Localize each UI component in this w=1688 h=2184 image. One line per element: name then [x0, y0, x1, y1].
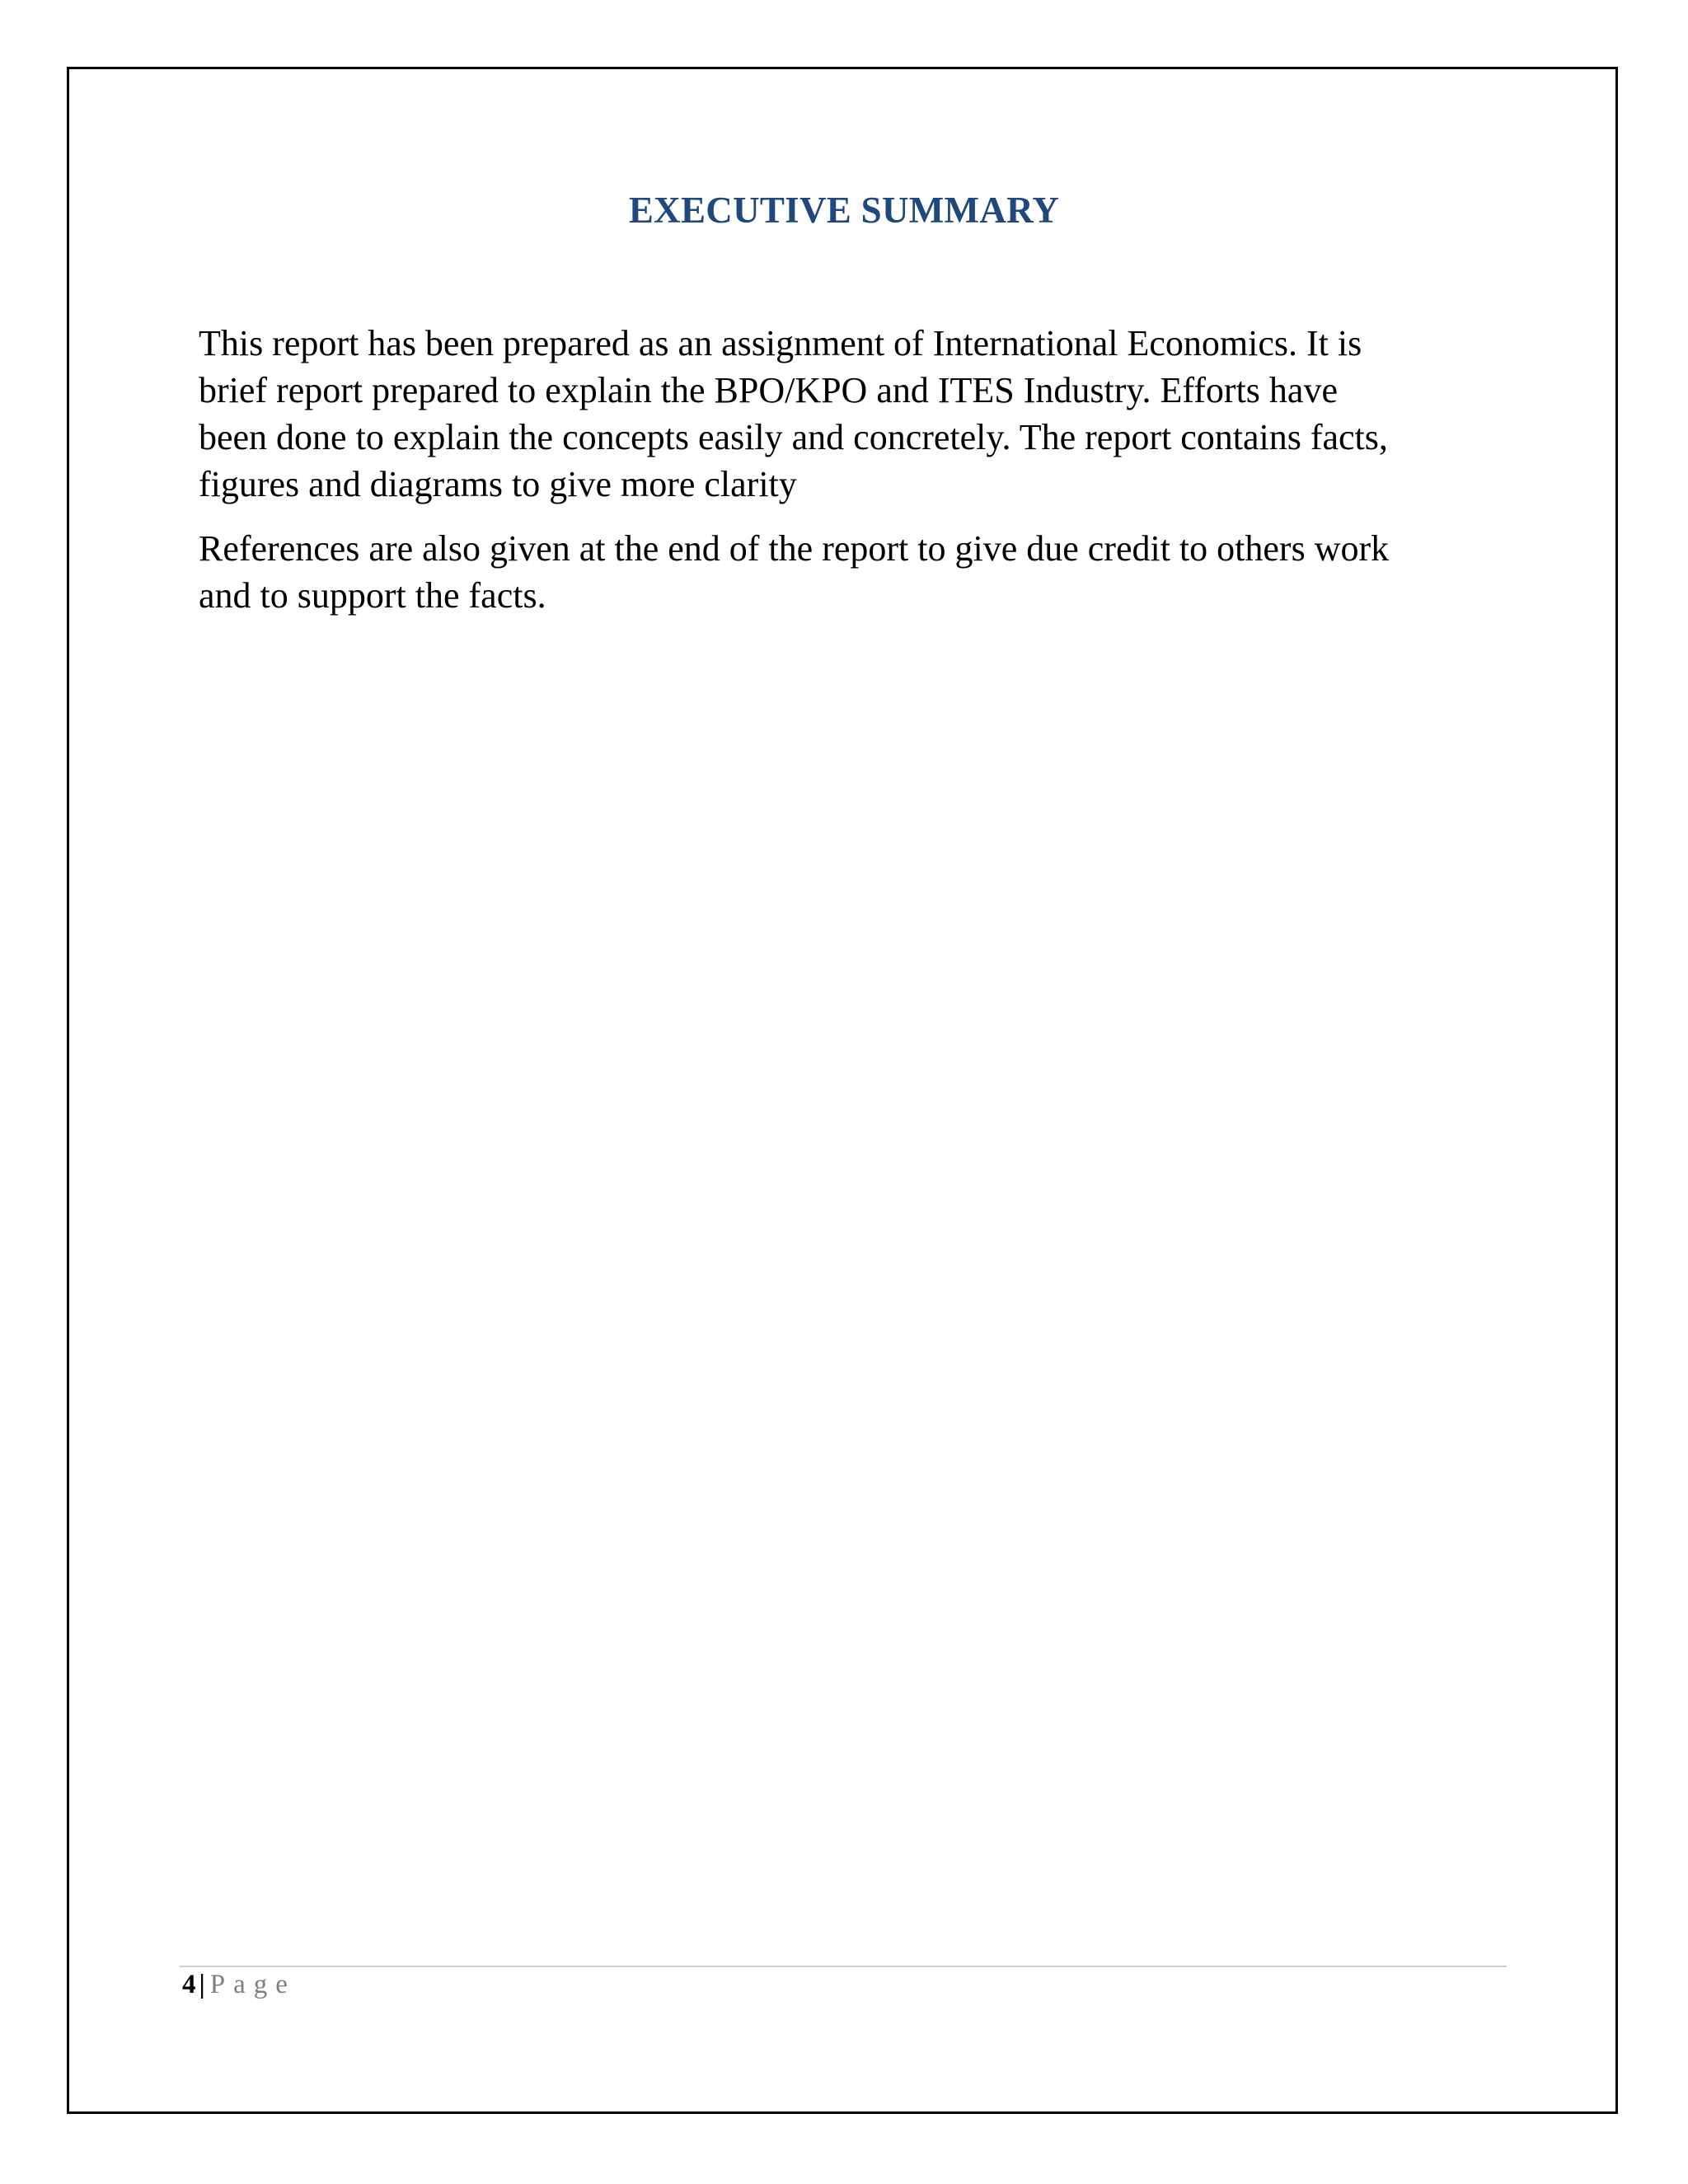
paragraph-line: been done to explain the concepts easily and concretely. The report contains facts,: [199, 417, 1388, 457]
paragraph-line: brief report prepared to explain the BPO/KPO and ITES Industry. Efforts have: [199, 370, 1338, 410]
paragraph-references: [199, 525, 1484, 619]
paragraph-line: figures and diagrams to give more clarity: [199, 464, 797, 504]
page-title: EXECUTIVE SUMMARY: [628, 190, 1060, 231]
footer-separator: |: [199, 1970, 205, 1999]
footer-divider: [180, 1966, 1507, 1967]
paragraph-line: References are also given at the end of the report to give due credit to others work: [199, 528, 1390, 569]
page-footer: [182, 1966, 296, 2003]
page-label: Page: [209, 1970, 296, 1999]
paragraph-intro: [199, 320, 1484, 508]
page-number: 4: [182, 1970, 196, 1999]
paragraph-line: and to support the facts.: [199, 575, 546, 616]
paragraph-line: This report has been prepared as an assignment of International Economics. It is: [199, 323, 1362, 363]
